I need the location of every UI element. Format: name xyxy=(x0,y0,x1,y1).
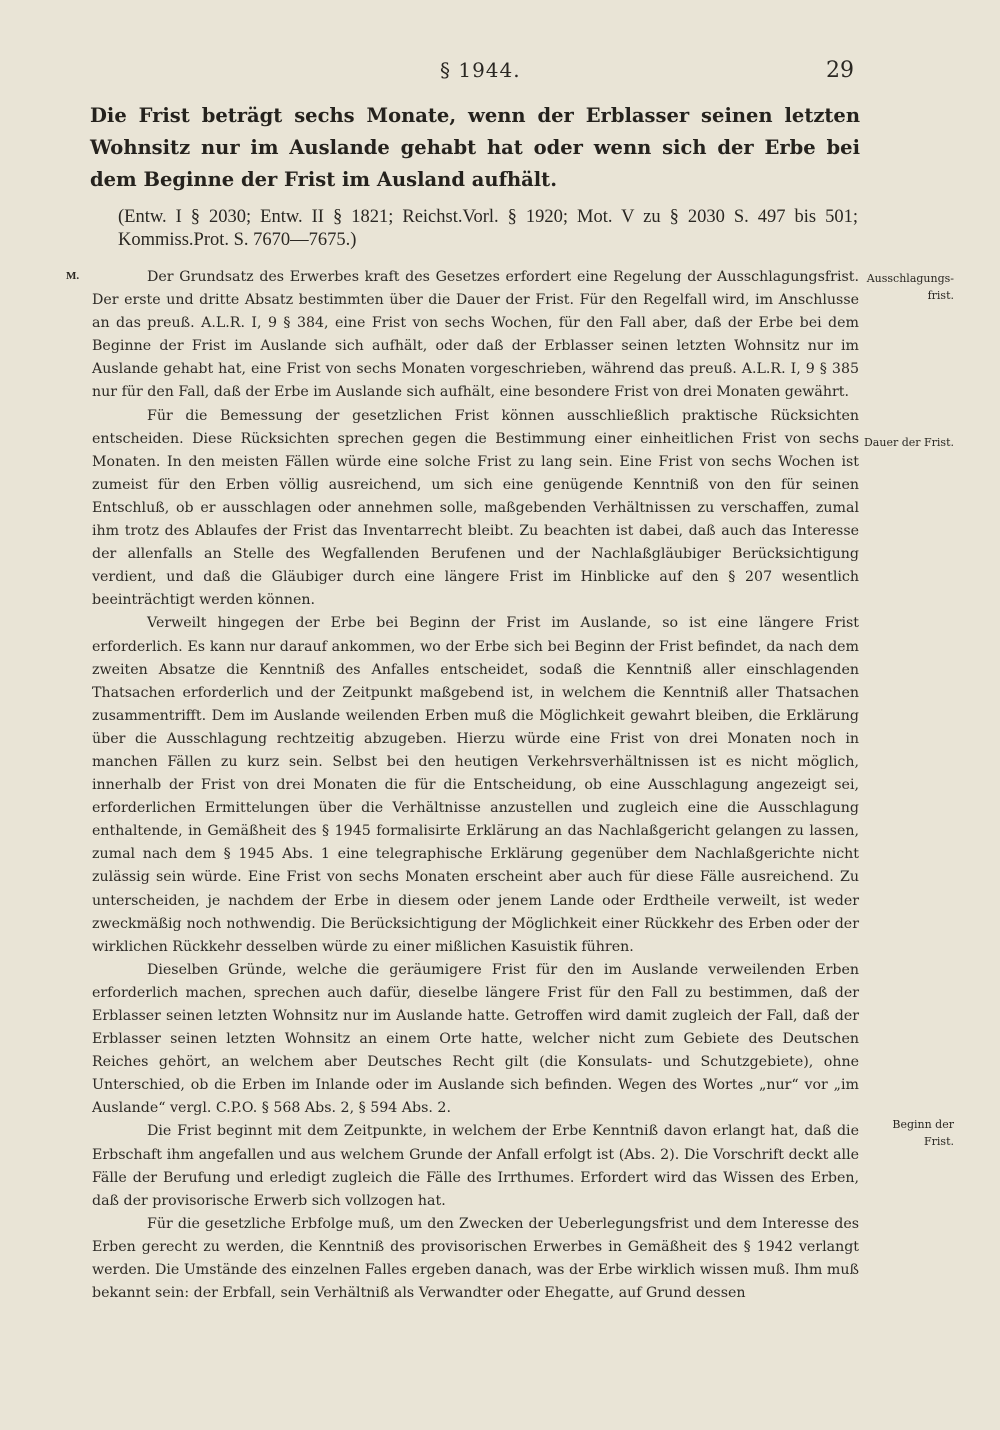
page-number: 29 xyxy=(826,58,854,83)
margin-note-beginn-der-frist: Beginn der Frist. xyxy=(892,1118,954,1148)
paragraph: Dieselben Gründe, welche die geräumigere Frist für den im Auslande verweilenden Erben erforderlich machen, sprechen auch dafür, dieselbe längere Frist für den Fall zu bestimmen, daß der Erblasser seinen letzten Wohnsitz nur im Auslande hatte. Getroffen wird damit zugleich der Fall, daß der Erblasser seinen letzten Wohnsitz an einem Orte hatte, welcher nicht zum Gebiete des Deutschen Reiches gehört, an welchem aber Deutsches Recht gilt (die Konsulats- und Schutzgebiete), ohne Unterschied, ob die Erben im Inlande oder im Auslande sich befinden. Wegen des Wortes „nur“ vor „im Auslande“ vergl. C.P.O. § 568 Abs. 2, § 594 Abs. 2. xyxy=(92,961,859,1117)
margin-note-ausschlagungsfrist: Ausschlagungs-frist. xyxy=(866,272,954,302)
paragraph: Der Grundsatz des Erwerbes kraft des Gesetzes erfordert eine Regelung der Ausschlagungsfrist. Der erste und dritte Absatz bestimmten über die Dauer der Frist. Für den Regelfall wird, im Anschlusse an das preuß. A.L.R. I, 9 § 384, eine Frist von sechs Wochen, für den Fall aber, daß der Erbe bei dem Beginne der Frist im Auslande sich aufhält, oder daß der Erblasser seinen letzten Wohnsitz nur im Auslande gehabt hat, eine Frist von sechs Monaten vorgeschrieben, während das preuß. A.L.R. I, 9 § 385 nur für den Fall, daß der Erbe im Auslande sich aufhält, eine besondere Frist von drei Monaten gewährt. xyxy=(92,269,859,401)
body-text xyxy=(92,266,859,1305)
paragraph: Für die gesetzliche Erbfolge muß, um den Zwecken der Ueberlegungsfrist und dem Interesse des Erben gerecht zu werden, die Kenntniß des provisorischen Erwerbes in Gemäßheit des § 1942 verlangt werden. Die Umstände des einzelnen Falles ergeben danach, was der Erbe wirklich wissen muß. Ihm muß bekannt sein: der Erbfall, sein Verhältniß als Verwandter oder Ehegatte, auf Grund dessen xyxy=(92,1215,859,1302)
paragraph: Verweilt hingegen der Erbe bei Beginn der Frist im Auslande, so ist eine längere Frist erforderlich. Es kann nur darauf ankommen, wo der Erbe sich bei Beginn der Frist befindet, da nach dem zweiten Absatze die Kenntniß des Anfalles entscheidet, sodaß die Kenntniß aller einschlagenden Thatsachen erforderlich und der Zeitpunkt maßgebend ist, in welchem die Kenntniß aller Thatsachen zusammentrifft. Dem im Auslande weilenden Erben muß die Möglichkeit gewahrt bleiben, die Erklärung über die Ausschlagung rechtzeitig abzugeben. Hierzu würde eine Frist von drei Monaten noch in manchen Fällen zu kurz sein. Selbst bei den heutigen Verkehrsverhältnissen ist es nicht möglich, innerhalb der Frist von drei Monaten die für die Entscheidung, ob eine Ausschlagung angezeigt sei, erforderlichen Ermittelungen über die Verhältnisse anzustellen und zugleich eine die Ausschlagung enthaltende, in Gemäßheit des § 1945 formalisirte Erklärung an das Nachlaßgericht gelangen zu lassen, zumal nach dem § 1945 Abs. 1 eine telegraphische Erklärung gegenüber dem Nachlaßgerichte nicht zulässig sein würde. Eine Frist von sechs Monaten erscheint aber auch für diese Fälle ausreichend. Zu unterscheiden, je nachdem der Erbe in diesem oder jenem Lande oder Erdtheile verweilt, ist weder zweckmäßig noch nothwendig. Die Berücksichtigung der Möglichkeit einer Rückkehr des Erben oder der wirklichen Rückkehr desselben würde zu einer mißlichen Kasuistik führen. xyxy=(92,615,859,955)
motive-label: M. xyxy=(66,270,80,282)
margin-note-dauer-der-frist: Dauer der Frist. xyxy=(863,436,954,449)
references: (Entw. I § 2030; Entw. II § 1821; Reichst.Vorl. § 1920; Mot. V zu § 2030 S. 497 bis 501; Kommiss.Prot. S. 7670—7675.) xyxy=(118,207,858,250)
paragraph: Die Frist beginnt mit dem Zeitpunkte, in welchem der Erbe Kenntniß davon erlangt hat, daß die Erbschaft ihm angefallen und aus welchem Grunde der Anfall erfolgt ist (Abs. 2). Die Vorschrift deckt alle Fälle der Berufung und erledigt zugleich die Fälle des Irrthumes. Erfordert wird das Wissen des Erben, daß der provisorische Erwerb sich vollzogen hat. xyxy=(92,1123,859,1209)
statute-text: Die Frist beträgt sechs Monate, wenn der Erblasser seinen letzten Wohnsitz nur im Auslande gehabt hat oder wenn sich der Erbe bei dem Beginne der Frist im Ausland aufhält. xyxy=(90,104,860,191)
section-heading: § 1944. xyxy=(440,58,521,82)
paragraph: Für die Bemessung der gesetzlichen Frist können ausschließlich praktische Rücksichten entscheiden. Diese Rücksichten sprechen gegen die Bestimmung einer einheitlichen Frist von sechs Monaten. In den meisten Fällen würde eine solche Frist zu lang sein. Eine Frist von sechs Wochen ist zumeist für den Erben völlig ausreichend, um sich eine genügende Kenntniß von den für seinen Entschluß, ob er ausschlagen oder annehmen solle, maßgebenden Verhältnissen zu verschaffen, zumal ihm trotz des Ablaufes der Frist das Inventarrecht bleibt. Zu beachten ist dabei, daß auch das Interesse der allenfalls an Stelle des Wegfallenden Berufenen und der Nachlaßgläubiger Berücksichtigung verdient, und daß die Gläubiger durch eine längere Frist im Hinblicke auf den § 207 wesentlich beeinträchtigt werden können. xyxy=(92,407,859,609)
